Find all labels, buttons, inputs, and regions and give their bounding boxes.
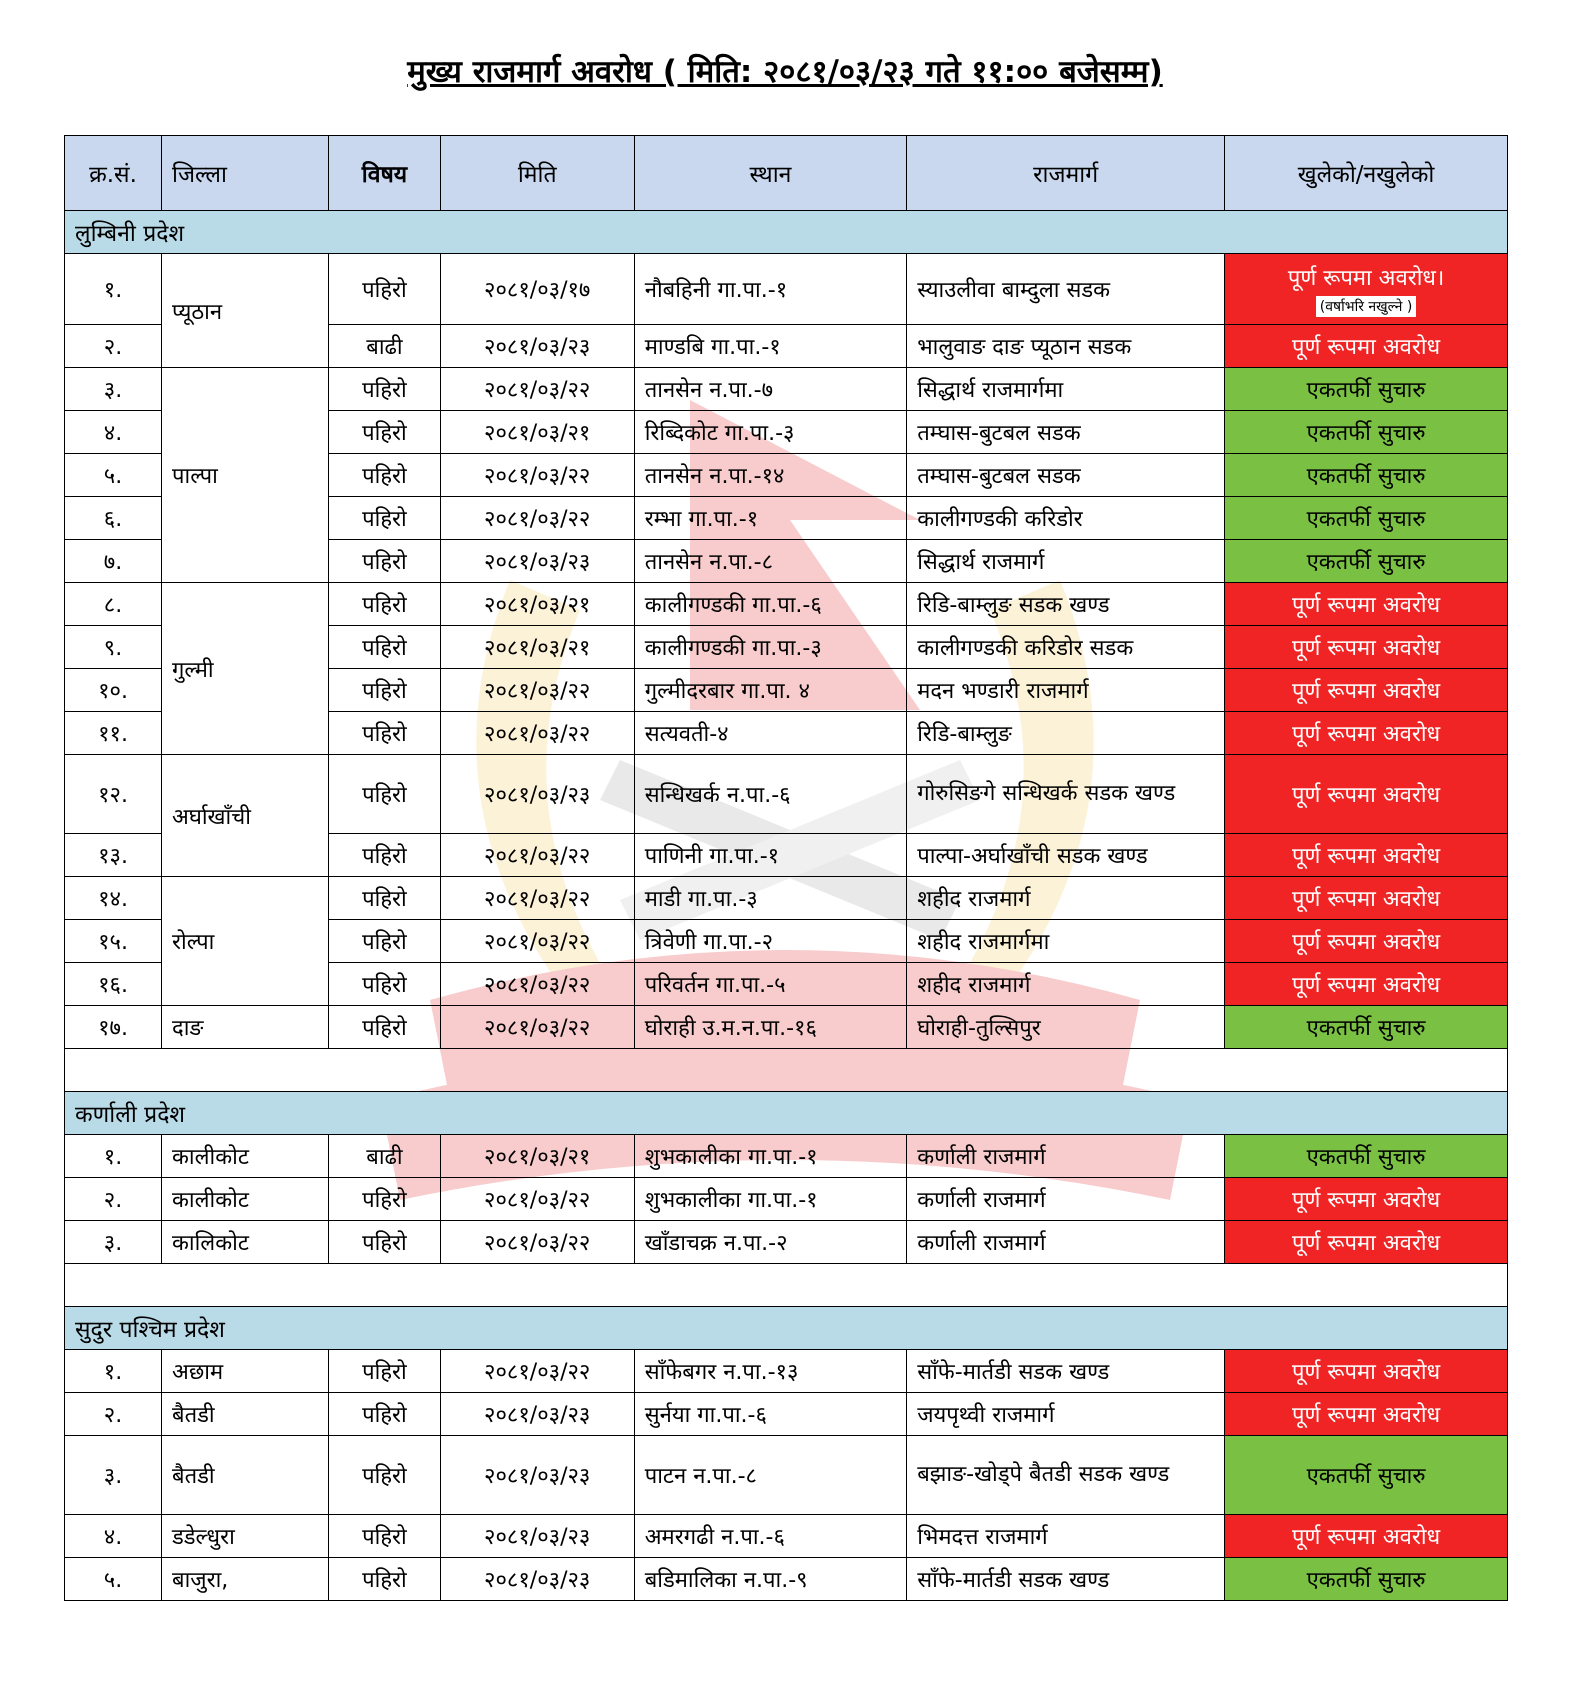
table-header-row <box>65 136 1508 211</box>
cell-status: पूर्ण रूपमा अवरोध <box>1225 1221 1508 1264</box>
table-row <box>65 368 1508 411</box>
cell-place: रम्भा गा.पा.-१ <box>634 497 906 540</box>
cell-date: २०८१/०३/२२ <box>440 963 634 1006</box>
header-sn: क्र.सं. <box>65 136 162 211</box>
cell-sn: ३. <box>65 1436 162 1515</box>
cell-sn: ५. <box>65 454 162 497</box>
table-row <box>65 1393 1508 1436</box>
region-row-karnali <box>65 1092 1508 1135</box>
cell-district: डडेल्धुरा <box>162 1515 329 1558</box>
cell-place: शुभकालीका गा.पा.-१ <box>634 1135 906 1178</box>
cell-type: पहिरो <box>329 497 440 540</box>
cell-highway: शहीद राजमार्ग <box>907 877 1225 920</box>
cell-status: एकतर्फी सुचारु <box>1225 1135 1508 1178</box>
cell-date: २०८१/०३/२१ <box>440 411 634 454</box>
cell-place: रिब्दिकोट गा.पा.-३ <box>634 411 906 454</box>
cell-district: कालीकोट <box>162 1135 329 1178</box>
header-district: जिल्ला <box>162 136 329 211</box>
region-row-sudurpaschim <box>65 1307 1508 1350</box>
cell-type: पहिरो <box>329 669 440 712</box>
cell-district: कालीकोट <box>162 1178 329 1221</box>
cell-status: पूर्ण रूपमा अवरोध <box>1225 626 1508 669</box>
table-row <box>65 1515 1508 1558</box>
cell-type: पहिरो <box>329 1393 440 1436</box>
cell-status: एकतर्फी सुचारु <box>1225 1006 1508 1049</box>
cell-date: २०८१/०३/२२ <box>440 712 634 755</box>
region-row-lumbini <box>65 211 1508 254</box>
cell-date: २०८१/०३/२१ <box>440 626 634 669</box>
cell-date: २०८१/०३/२२ <box>440 368 634 411</box>
cell-highway: मदन भण्डारी राजमार्ग <box>907 669 1225 712</box>
cell-highway: शहीद राजमार्गमा <box>907 920 1225 963</box>
cell-district: रोल्पा <box>162 877 329 1006</box>
cell-sn: १३. <box>65 834 162 877</box>
table-row <box>65 1558 1508 1601</box>
status-note: (वर्षाभरि नखुल्ने ) <box>1316 296 1417 317</box>
cell-sn: ७. <box>65 540 162 583</box>
header-status: खुलेको/नखुलेको <box>1225 136 1508 211</box>
cell-status: एकतर्फी सुचारु <box>1225 1558 1508 1601</box>
cell-date: २०८१/०३/२२ <box>440 920 634 963</box>
table-row <box>65 1006 1508 1049</box>
cell-date: २०८१/०३/२२ <box>440 497 634 540</box>
header-place: स्थान <box>634 136 906 211</box>
cell-sn: ४. <box>65 411 162 454</box>
cell-type: पहिरो <box>329 1350 440 1393</box>
header-type: विषय <box>329 136 440 211</box>
cell-sn: १५. <box>65 920 162 963</box>
cell-place: तानसेन न.पा.-७ <box>634 368 906 411</box>
cell-date: २०८१/०३/२२ <box>440 1221 634 1264</box>
cell-place: सन्धिखर्क न.पा.-६ <box>634 755 906 834</box>
cell-type: पहिरो <box>329 920 440 963</box>
cell-type: पहिरो <box>329 411 440 454</box>
cell-date: २०८१/०३/२३ <box>440 1515 634 1558</box>
table-row <box>65 1135 1508 1178</box>
cell-status: पूर्ण रूपमा अवरोध <box>1225 669 1508 712</box>
cell-place: साँफेबगर न.पा.-१३ <box>634 1350 906 1393</box>
cell-place: गुल्मीदरबार गा.पा. ४ <box>634 669 906 712</box>
cell-place: सुर्नया गा.पा.-६ <box>634 1393 906 1436</box>
cell-status: पूर्ण रूपमा अवरोध <box>1225 963 1508 1006</box>
cell-district: कालिकोट <box>162 1221 329 1264</box>
cell-type: पहिरो <box>329 755 440 834</box>
cell-district: अर्घाखाँची <box>162 755 329 877</box>
cell-type: पहिरो <box>329 254 440 325</box>
cell-highway: बझाङ-खोड्पे बैतडी सडक खण्ड <box>907 1436 1225 1515</box>
table-row <box>65 583 1508 626</box>
cell-sn: १६. <box>65 963 162 1006</box>
cell-highway: सिद्धार्थ राजमार्गमा <box>907 368 1225 411</box>
cell-sn: १२. <box>65 755 162 834</box>
cell-status: पूर्ण रूपमा अवरोध <box>1225 583 1508 626</box>
header-highway: राजमार्ग <box>907 136 1225 211</box>
cell-district: बैतडी <box>162 1436 329 1515</box>
cell-date: २०८१/०३/२२ <box>440 834 634 877</box>
cell-status: एकतर्फी सुचारु <box>1225 411 1508 454</box>
cell-date: २०८१/०३/२२ <box>440 1178 634 1221</box>
cell-highway: शहीद राजमार्ग <box>907 963 1225 1006</box>
cell-date: २०८१/०३/२२ <box>440 669 634 712</box>
region-label: सुदुर पश्चिम प्रदेश <box>65 1307 1508 1350</box>
cell-type: पहिरो <box>329 963 440 1006</box>
cell-sn: ३. <box>65 368 162 411</box>
cell-place: नौबहिनी गा.पा.-१ <box>634 254 906 325</box>
cell-highway: रिडि-बाम्लुङ सडक खण्ड <box>907 583 1225 626</box>
cell-highway: पाल्पा-अर्घाखाँची सडक खण्ड <box>907 834 1225 877</box>
cell-date: २०८१/०३/२३ <box>440 1558 634 1601</box>
cell-place: बडिमालिका न.पा.-९ <box>634 1558 906 1601</box>
cell-date: २०८१/०३/२२ <box>440 454 634 497</box>
cell-place: माडी गा.पा.-३ <box>634 877 906 920</box>
cell-type: बाढी <box>329 1135 440 1178</box>
cell-district: गुल्मी <box>162 583 329 755</box>
cell-district: अछाम <box>162 1350 329 1393</box>
cell-sn: ३. <box>65 1221 162 1264</box>
cell-type: पहिरो <box>329 626 440 669</box>
cell-sn: ९. <box>65 626 162 669</box>
cell-place: पाटन न.पा.-८ <box>634 1436 906 1515</box>
cell-status: एकतर्फी सुचारु <box>1225 454 1508 497</box>
cell-highway: घोराही-तुल्सिपुर <box>907 1006 1225 1049</box>
cell-status: पूर्ण रूपमा अवरोध <box>1225 712 1508 755</box>
table-row <box>65 877 1508 920</box>
cell-type: पहिरो <box>329 1221 440 1264</box>
cell-status: पूर्ण रूपमा अवरोध <box>1225 1350 1508 1393</box>
region-label: कर्णाली प्रदेश <box>65 1092 1508 1135</box>
cell-highway: कर्णाली राजमार्ग <box>907 1178 1225 1221</box>
region-label: लुम्बिनी प्रदेश <box>65 211 1508 254</box>
table-row <box>65 1350 1508 1393</box>
cell-date: २०८१/०३/२३ <box>440 540 634 583</box>
cell-sn: १७. <box>65 1006 162 1049</box>
cell-place: परिवर्तन गा.पा.-५ <box>634 963 906 1006</box>
cell-status: एकतर्फी सुचारु <box>1225 497 1508 540</box>
cell-place: त्रिवेणी गा.पा.-२ <box>634 920 906 963</box>
cell-date: २०८१/०३/२२ <box>440 1350 634 1393</box>
cell-sn: ११. <box>65 712 162 755</box>
cell-status: पूर्ण रूपमा अवरोध <box>1225 920 1508 963</box>
cell-status: पूर्ण रूपमा अवरोध <box>1225 834 1508 877</box>
cell-place: शुभकालीका गा.पा.-१ <box>634 1178 906 1221</box>
cell-place: अमरगढी न.पा.-६ <box>634 1515 906 1558</box>
cell-highway: कालीगण्डकी करिडोर <box>907 497 1225 540</box>
cell-highway: रिडि-बाम्लुङ <box>907 712 1225 755</box>
table-row <box>65 1436 1508 1515</box>
cell-date: २०८१/०३/२३ <box>440 1393 634 1436</box>
spacer-row <box>65 1049 1508 1092</box>
cell-type: पहिरो <box>329 540 440 583</box>
cell-district: दाङ <box>162 1006 329 1049</box>
cell-date: २०८१/०३/२१ <box>440 583 634 626</box>
cell-highway: गोरुसिङगे सन्धिखर्क सडक खण्ड <box>907 755 1225 834</box>
cell-sn: २. <box>65 1393 162 1436</box>
cell-place: माण्डबि गा.पा.-१ <box>634 325 906 368</box>
cell-sn: १. <box>65 254 162 325</box>
cell-highway: तम्घास-बुटबल सडक <box>907 411 1225 454</box>
cell-status: पूर्ण रूपमा अवरोध <box>1225 1515 1508 1558</box>
cell-date: २०८१/०३/२१ <box>440 1135 634 1178</box>
cell-status: एकतर्फी सुचारु <box>1225 368 1508 411</box>
cell-status: पूर्ण रूपमा अवरोध <box>1225 1393 1508 1436</box>
cell-highway: कर्णाली राजमार्ग <box>907 1221 1225 1264</box>
cell-date: २०८१/०३/२२ <box>440 877 634 920</box>
cell-type: पहिरो <box>329 712 440 755</box>
cell-date: २०८१/०३/२३ <box>440 1436 634 1515</box>
cell-place: तानसेन न.पा.-१४ <box>634 454 906 497</box>
cell-highway: भालुवाङ दाङ प्यूठान सडक <box>907 325 1225 368</box>
table-row <box>65 755 1508 834</box>
cell-highway: कर्णाली राजमार्ग <box>907 1135 1225 1178</box>
cell-type: पहिरो <box>329 877 440 920</box>
cell-sn: २. <box>65 325 162 368</box>
cell-highway: साँफे-मार्तडी सडक खण्ड <box>907 1350 1225 1393</box>
cell-type: पहिरो <box>329 1006 440 1049</box>
cell-date: २०८१/०३/१७ <box>440 254 634 325</box>
cell-type: पहिरो <box>329 368 440 411</box>
cell-sn: १०. <box>65 669 162 712</box>
cell-sn: १. <box>65 1350 162 1393</box>
cell-sn: ८. <box>65 583 162 626</box>
cell-type: पहिरो <box>329 1558 440 1601</box>
cell-sn: ५. <box>65 1558 162 1601</box>
cell-status: पूर्ण रूपमा अवरोध <box>1225 755 1508 834</box>
cell-sn: २. <box>65 1178 162 1221</box>
cell-highway: स्याउलीवा बाम्दुला सडक <box>907 254 1225 325</box>
cell-place: खाँडाचक्र न.पा.-२ <box>634 1221 906 1264</box>
cell-sn: १४. <box>65 877 162 920</box>
cell-type: पहिरो <box>329 583 440 626</box>
header-date: मिति <box>440 136 634 211</box>
spacer-row <box>65 1264 1508 1307</box>
highway-obstruction-table <box>64 135 1508 1601</box>
cell-status: पूर्ण रूपमा अवरोध <box>1225 1178 1508 1221</box>
cell-place: कालीगण्डकी गा.पा.-३ <box>634 626 906 669</box>
cell-date: २०८१/०३/२३ <box>440 325 634 368</box>
cell-type: पहिरो <box>329 834 440 877</box>
cell-sn: १. <box>65 1135 162 1178</box>
cell-place: कालीगण्डकी गा.पा.-६ <box>634 583 906 626</box>
cell-date: २०८१/०३/२२ <box>440 1006 634 1049</box>
page-title: मुख्य राजमार्ग अवरोध ( मिति: २०८१/०३/२३ गते ११:०० बजेसम्म) <box>407 54 1163 90</box>
cell-place: तानसेन न.पा.-८ <box>634 540 906 583</box>
cell-sn: ४. <box>65 1515 162 1558</box>
cell-district: प्यूठान <box>162 254 329 368</box>
cell-status <box>1225 254 1508 325</box>
cell-highway: तम्घास-बुटबल सडक <box>907 454 1225 497</box>
table-row <box>65 1178 1508 1221</box>
cell-status: पूर्ण रूपमा अवरोध <box>1225 877 1508 920</box>
cell-highway: साँफे-मार्तडी सडक खण्ड <box>907 1558 1225 1601</box>
cell-status: एकतर्फी सुचारु <box>1225 540 1508 583</box>
cell-status: पूर्ण रूपमा अवरोध <box>1225 325 1508 368</box>
cell-place: घोराही उ.म.न.पा.-१६ <box>634 1006 906 1049</box>
cell-place: सत्यवती-४ <box>634 712 906 755</box>
cell-status: एकतर्फी सुचारु <box>1225 1436 1508 1515</box>
cell-district: बाजुरा, <box>162 1558 329 1601</box>
cell-highway: भिमदत्त राजमार्ग <box>907 1515 1225 1558</box>
cell-type: बाढी <box>329 325 440 368</box>
cell-type: पहिरो <box>329 454 440 497</box>
table-row <box>65 1221 1508 1264</box>
cell-type: पहिरो <box>329 1436 440 1515</box>
cell-type: पहिरो <box>329 1515 440 1558</box>
cell-date: २०८१/०३/२३ <box>440 755 634 834</box>
cell-highway: सिद्धार्थ राजमार्ग <box>907 540 1225 583</box>
cell-district: बैतडी <box>162 1393 329 1436</box>
table-row <box>65 254 1508 325</box>
cell-place: पाणिनी गा.पा.-१ <box>634 834 906 877</box>
cell-sn: ६. <box>65 497 162 540</box>
cell-highway: कालीगण्डकी करिडोर सडक <box>907 626 1225 669</box>
cell-type: पहिरो <box>329 1178 440 1221</box>
status-text: पूर्ण रूपमा अवरोध। <box>1287 265 1445 291</box>
cell-highway: जयपृथ्वी राजमार्ग <box>907 1393 1225 1436</box>
cell-district: पाल्पा <box>162 368 329 583</box>
